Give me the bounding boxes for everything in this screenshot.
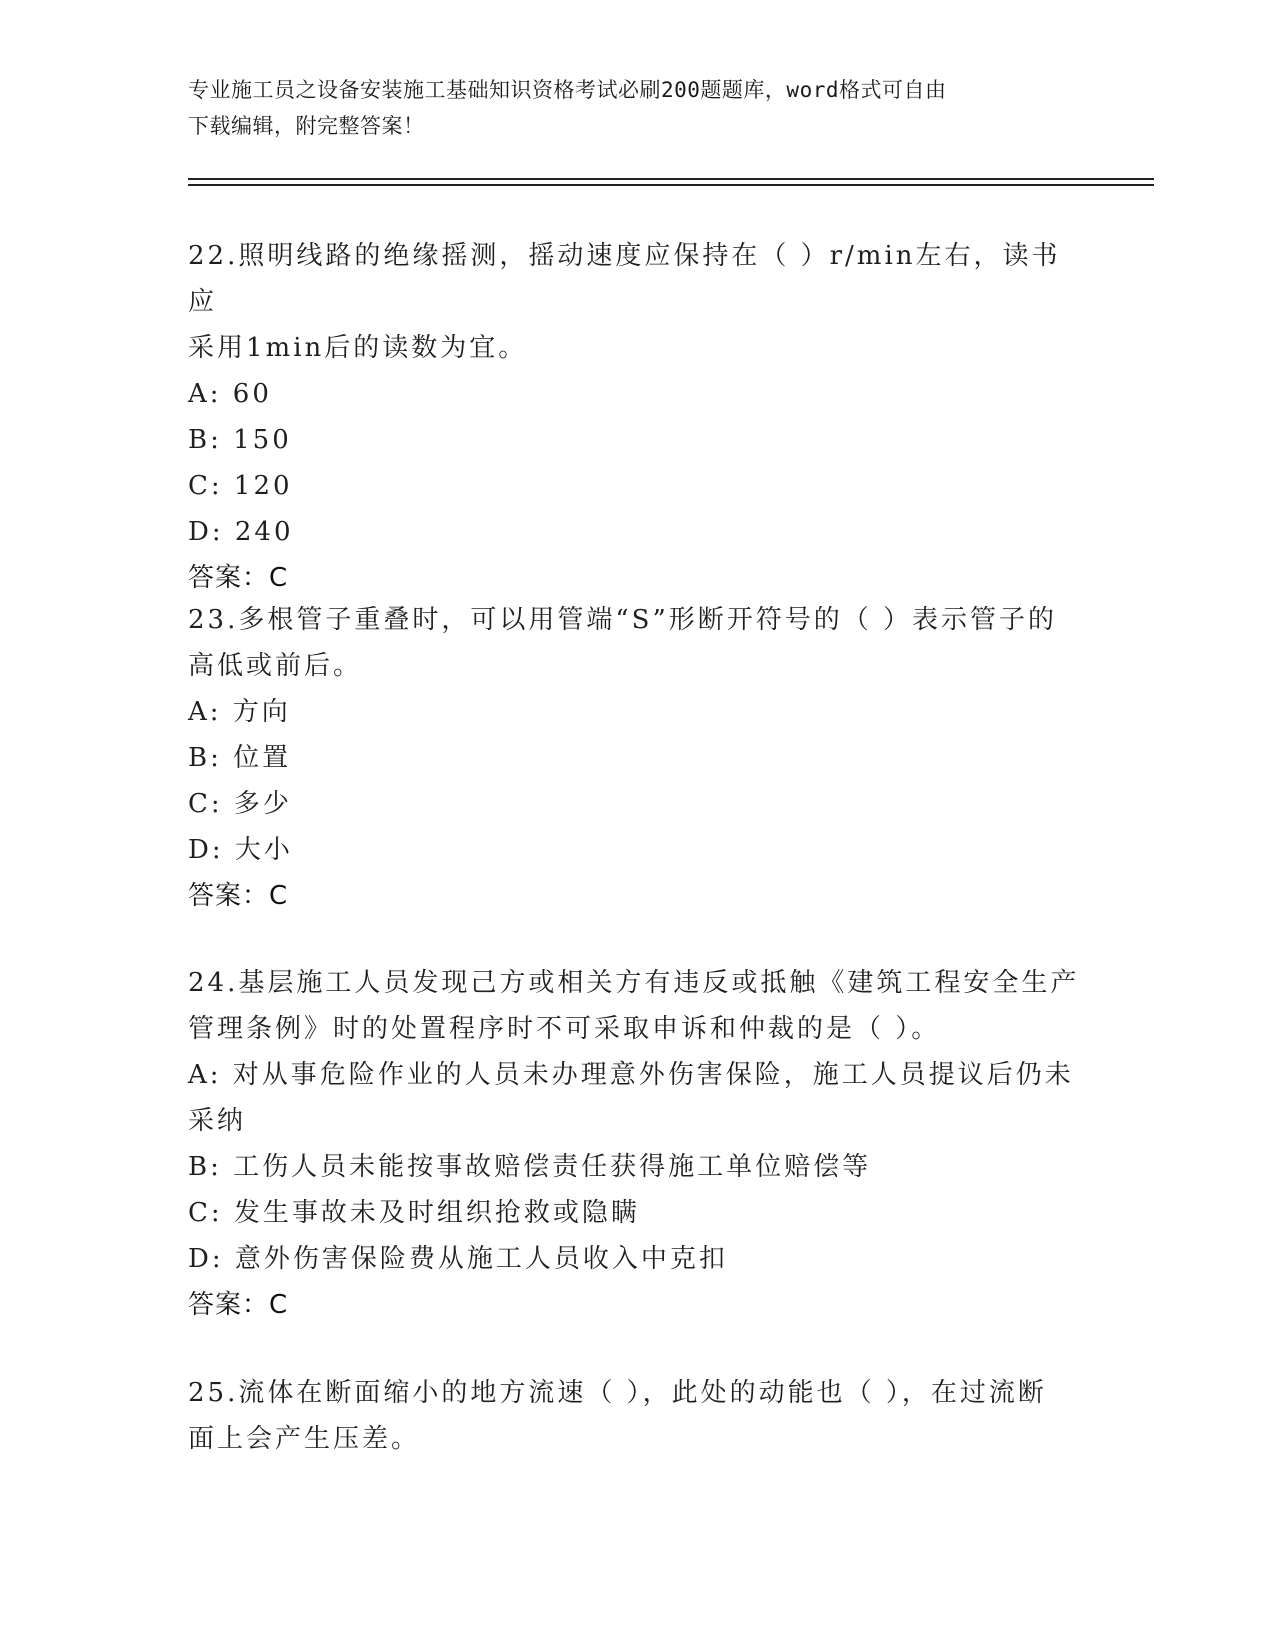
option-c: C: 发生事故未及时组织抢救或隐瞒 — [188, 1198, 640, 1228]
option-b: B: 150 — [188, 425, 292, 455]
header-line-2: 下载编辑，附完整答案！ — [188, 114, 425, 138]
answer-line: 答案：C — [188, 563, 289, 593]
option-d: D: 240 — [188, 517, 294, 547]
question-stem-line: 管理条例》时的处置程序时不可采取申诉和仲裁的是（ ）。 — [188, 1014, 941, 1044]
option-d: D: 大小 — [188, 835, 293, 865]
header-divider-bottom — [188, 184, 1154, 186]
question-stem-line: 高低或前后。 — [188, 651, 363, 681]
question-stem-line: 25.流体在断面缩小的地方流速（ ），此处的动能也（ ），在过流断 — [188, 1378, 1047, 1408]
header-line-1: 专业施工员之设备安装施工基础知识资格考试必刷200题题库，word格式可自由 — [188, 78, 947, 102]
option-c: C: 120 — [188, 471, 293, 501]
option-d: D: 意外伤害保险费从施工人员收入中克扣 — [188, 1244, 728, 1274]
header-divider-top — [188, 178, 1154, 180]
option-a: A: 60 — [188, 379, 272, 409]
option-a: A: 方向 — [188, 697, 291, 727]
option-c: C: 多少 — [188, 789, 292, 819]
question-24 — [188, 960, 1088, 1328]
question-22 — [188, 233, 1088, 601]
question-stem-line: 23.多根管子重叠时，可以用管端“S”形断开符号的（ ）表示管子的 — [188, 605, 1058, 635]
answer-line: 答案：C — [188, 881, 289, 911]
question-stem-line: 采用1min后的读数为宜。 — [188, 333, 528, 363]
option-b: B: 位置 — [188, 743, 292, 773]
question-23 — [188, 597, 1088, 919]
question-25 — [188, 1370, 1088, 1462]
question-stem-line: 24.基层施工人员发现己方或相关方有违反或抵触《建筑工程安全生产 — [188, 968, 1080, 998]
question-stem-line: 面上会产生压差。 — [188, 1424, 421, 1454]
option-b: B: 工伤人员未能按事故赔偿责任获得施工单位赔偿等 — [188, 1152, 872, 1182]
document-header — [188, 72, 1068, 144]
question-stem-line: 22.照明线路的绝缘摇测，摇动速度应保持在（ ）r/min左右，读书应 — [188, 241, 1061, 317]
answer-line: 答案：C — [188, 1290, 289, 1320]
option-a: A: 对从事危险作业的人员未办理意外伤害保险，施工人员提议后仍未 — [188, 1060, 1074, 1090]
option-a-continued: 采纳 — [188, 1106, 247, 1136]
